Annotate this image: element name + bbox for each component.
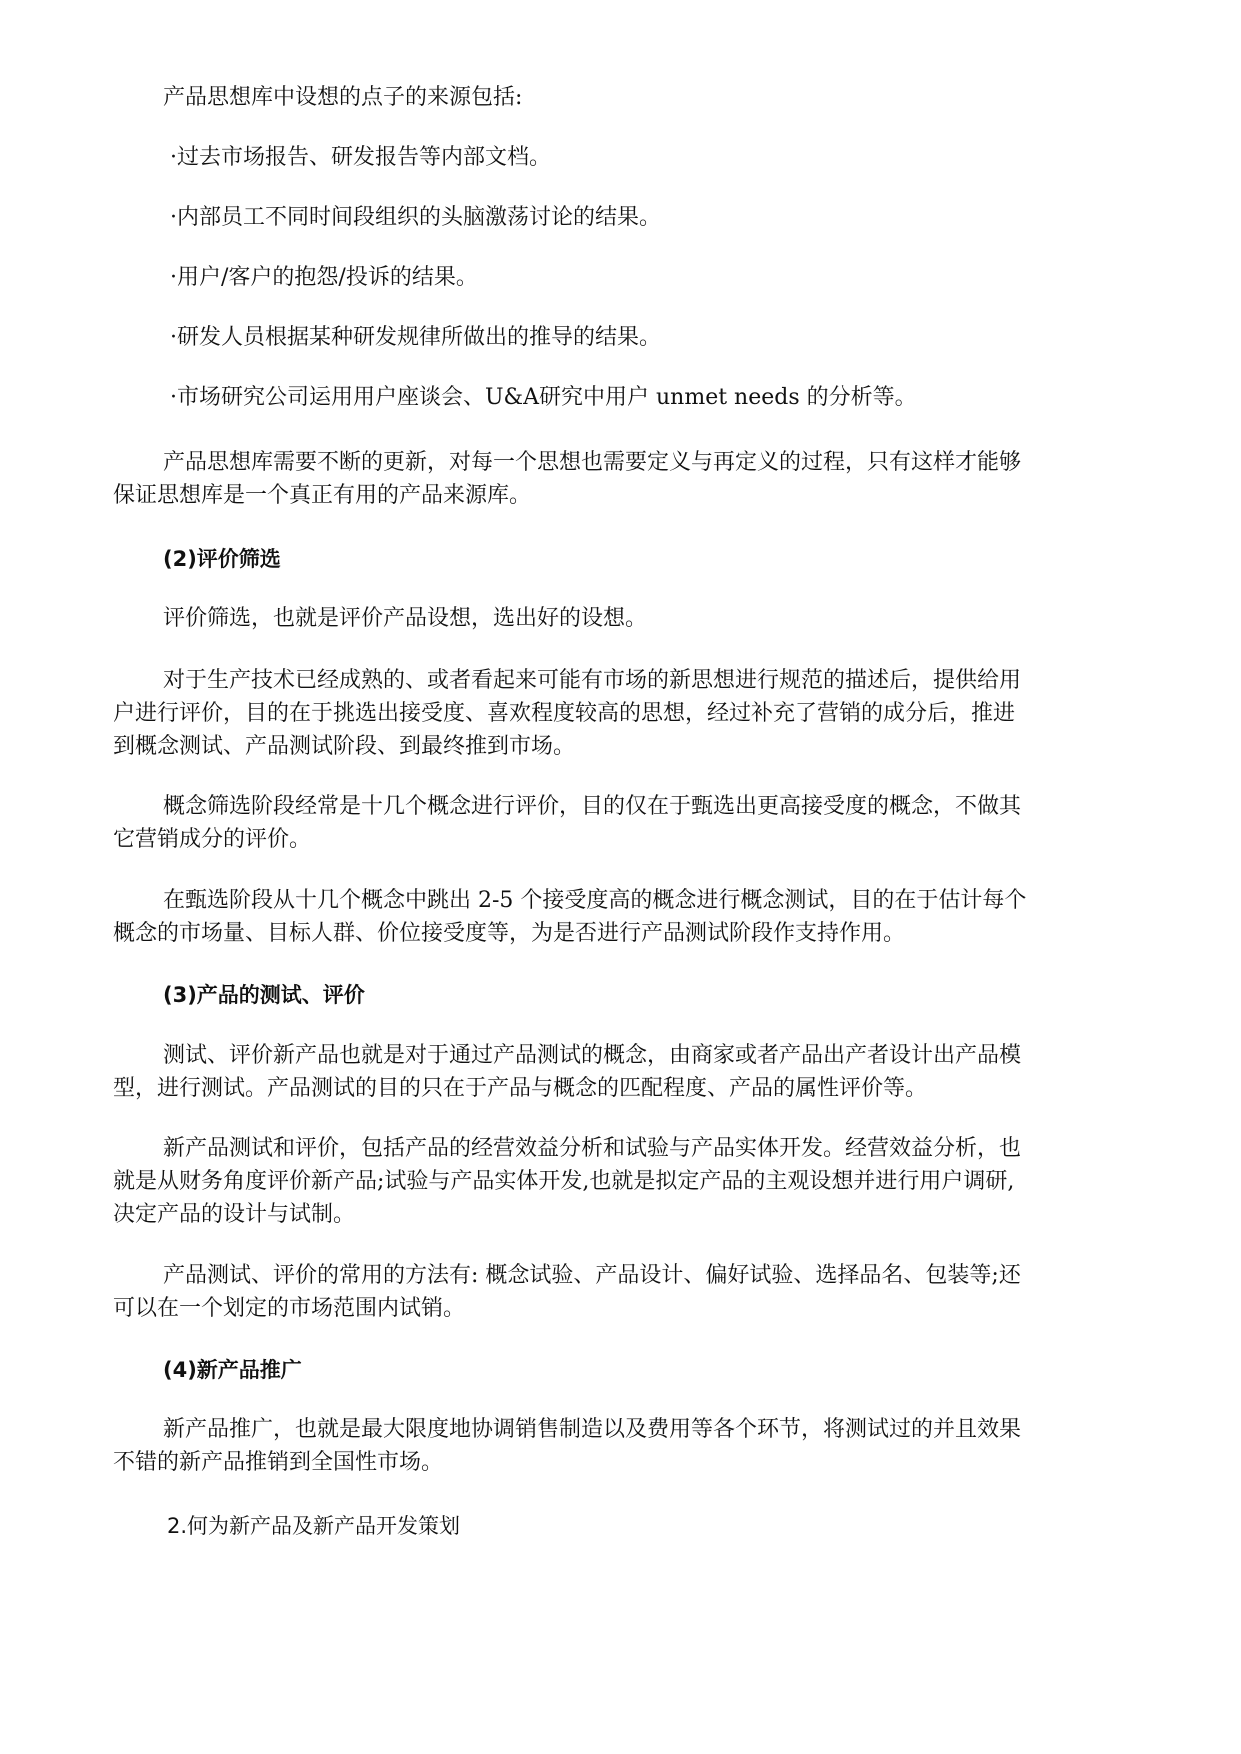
paragraph-line: 它营销成分的评价。 xyxy=(113,827,312,852)
paragraph-line: 测试、评价新产品也就是对于通过产品测试的概念，由商家或者产品出产者设计出产品模 xyxy=(163,1043,1022,1068)
bullet-item: ·市场研究公司运用用户座谈会、U&A研究中用户 unmet needs 的分析等。 xyxy=(170,385,917,410)
section-heading-4: (4)新产品推广 xyxy=(163,1358,302,1382)
intro-text: 产品思想库中设想的点子的来源包括: xyxy=(163,85,523,110)
paragraph-line: 就是从财务角度评价新产品;试验与产品实体开发,也就是拟定产品的主观设想并进行用户调研, xyxy=(113,1169,1015,1194)
paragraph-line: 型，进行测试。产品测试的目的只在于产品与概念的匹配程度、产品的属性评价等。 xyxy=(113,1076,928,1101)
paragraph-line: 对于生产技术已经成熟的、或者看起来可能有市场的新思想进行规范的描述后，提供给用 xyxy=(163,668,1022,693)
section-heading-3: (3)产品的测试、评价 xyxy=(163,983,365,1007)
next-section-heading: 2.何为新产品及新产品开发策划 xyxy=(167,1514,461,1538)
paragraph-line: 评价筛选，也就是评价产品设想，选出好的设想。 xyxy=(163,606,648,631)
paragraph-line: 到概念测试、产品测试阶段、到最终推到市场。 xyxy=(113,734,576,759)
paragraph-line: 新产品推广，也就是最大限度地协调销售制造以及费用等各个环节，将测试过的并且效果 xyxy=(163,1417,1022,1442)
bullet-item: ·用户/客户的抱怨/投诉的结果。 xyxy=(170,265,478,290)
paragraph-line: 在甄选阶段从十几个概念中跳出 2-5 个接受度高的概念进行概念测试，目的在于估计每个 xyxy=(163,888,1027,913)
paragraph-line: 保证思想库是一个真正有用的产品来源库。 xyxy=(113,483,532,508)
paragraph-line: 概念筛选阶段经常是十几个概念进行评价，目的仅在于甄选出更高接受度的概念，不做其 xyxy=(163,794,1022,819)
paragraph-line: 决定产品的设计与试制。 xyxy=(113,1202,356,1227)
paragraph-line: 概念的市场量、目标人群、价位接受度等，为是否进行产品测试阶段作支持作用。 xyxy=(113,921,906,946)
paragraph-line: 可以在一个划定的市场范围内试销。 xyxy=(113,1296,466,1321)
bullet-item: ·过去市场报告、研发报告等内部文档。 xyxy=(170,145,551,170)
paragraph-line: 产品测试、评价的常用的方法有: 概念试验、产品设计、偏好试验、选择品名、包装等;还 xyxy=(163,1263,1021,1288)
paragraph-line: 不错的新产品推销到全国性市场。 xyxy=(113,1450,444,1475)
paragraph-line: 产品思想库需要不断的更新，对每一个思想也需要定义与再定义的过程，只有这样才能够 xyxy=(163,450,1022,475)
paragraph-line: 户进行评价，目的在于挑选出接受度、喜欢程度较高的思想，经过补充了营销的成分后，推进 xyxy=(113,701,1016,726)
bullet-item: ·内部员工不同时间段组织的头脑激荡讨论的结果。 xyxy=(170,205,661,230)
section-heading-2: (2)评价筛选 xyxy=(163,547,281,571)
bullet-item: ·研发人员根据某种研发规律所做出的推导的结果。 xyxy=(170,325,661,350)
paragraph-line: 新产品测试和评价，包括产品的经营效益分析和试验与产品实体开发。经营效益分析，也 xyxy=(163,1136,1022,1161)
